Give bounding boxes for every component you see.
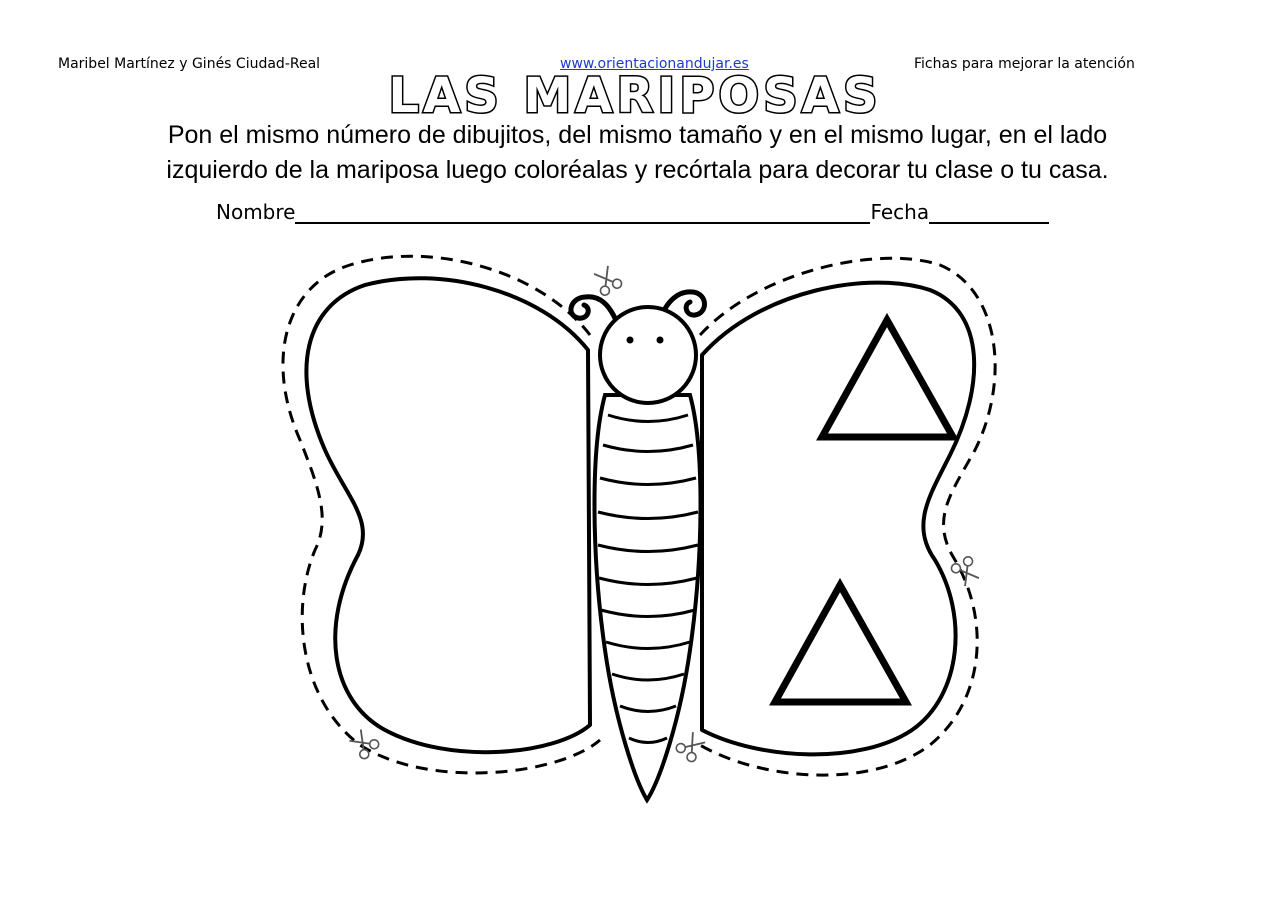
scissors-icon bbox=[347, 727, 381, 761]
butterfly-head bbox=[600, 307, 696, 403]
butterfly-body bbox=[594, 395, 700, 800]
instruction-line-2: izquierdo de la mariposa luego coloréalas y recórtala para decorar tu clase o tu casa. bbox=[166, 156, 1109, 184]
date-label: Fecha bbox=[870, 200, 930, 224]
left-antenna bbox=[571, 297, 618, 325]
title-text: LAS MARIPOSAS bbox=[388, 68, 882, 124]
instruction-line-1: Pon el mismo número de dibujitos, del mismo tamaño y en el mismo lugar, en el lado bbox=[167, 121, 1108, 149]
name-label: Nombre bbox=[216, 200, 296, 224]
header-website-link[interactable]: www.orientacionandujar.es bbox=[560, 56, 749, 72]
left-eye bbox=[627, 337, 634, 344]
left-wing bbox=[306, 278, 590, 752]
right-eye bbox=[657, 337, 664, 344]
scissors-icon bbox=[591, 264, 623, 297]
header-authors: Maribel Martínez y Ginés Ciudad-Real bbox=[58, 56, 321, 72]
header-series: Fichas para mejorar la atención bbox=[914, 56, 1135, 72]
